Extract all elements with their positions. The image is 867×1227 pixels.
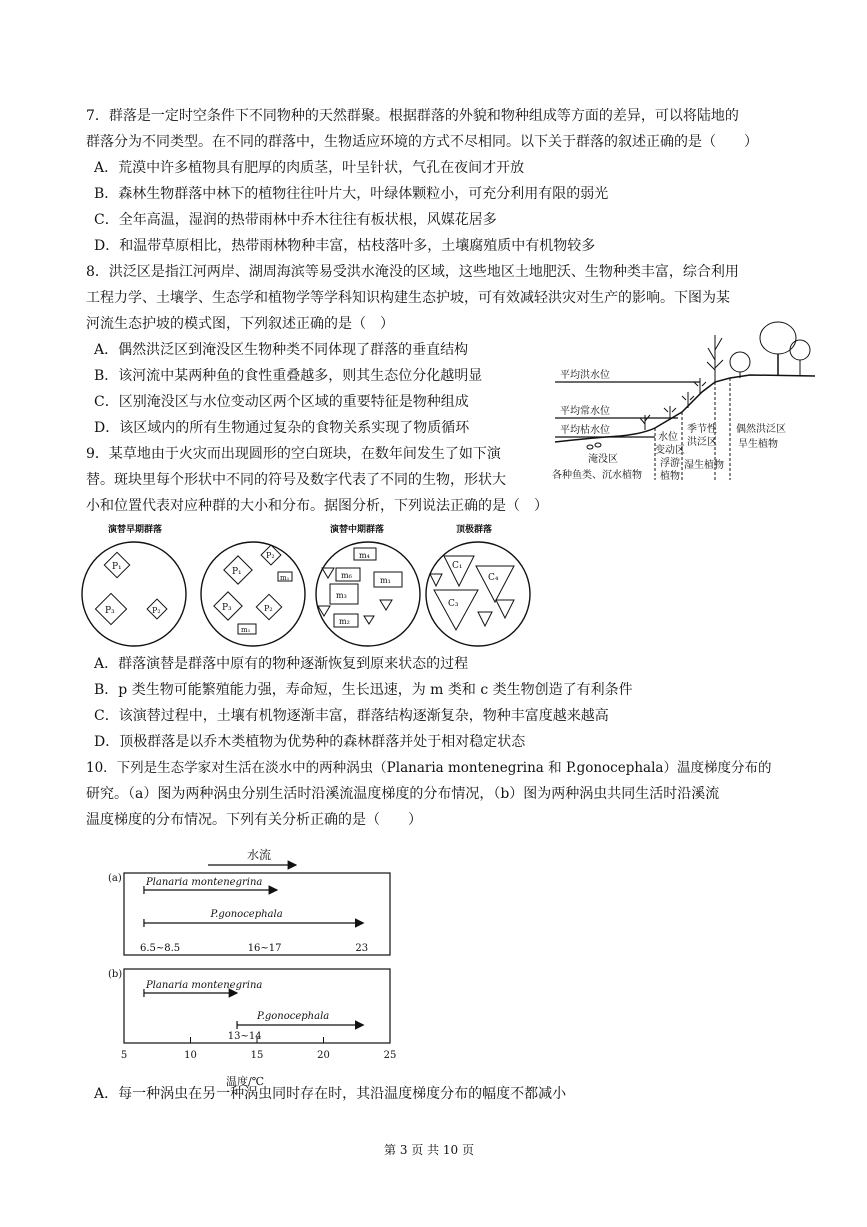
svg-text:P₁: P₁ [112, 562, 122, 572]
q7-option-b: B．森林生物群落中林下的植物往往叶片大，叶绿体颗粒小，可充分利用有限的弱光 [94, 186, 609, 202]
q8-stem-line2: 工程力学、土壤学、生态学和植物学等学科知识构建生态护坡，可有效减轻洪灾对生产的影响。下图为某 [86, 290, 730, 306]
flatworm-temperature-chart [100, 845, 420, 1090]
x-tick-label: 20 [317, 1050, 330, 1061]
svg-text:m₁: m₁ [280, 574, 290, 582]
fluct-zone-label-1: 水位 [658, 432, 678, 443]
q8-stem-line1: 8．洪泛区是指江河两岸、湖周海滨等易受洪水淹没的区域，这些地区土地肥沃、生物种类丰富，综合利用 [86, 264, 739, 280]
seasonal-zone-label-1: 季节性 [687, 424, 717, 435]
normal-level-label: 平均常水位 [560, 406, 610, 417]
tree-icon [760, 322, 796, 354]
svg-text:C₄: C₄ [488, 573, 499, 583]
occasional-zone-label: 偶然洪泛区 [736, 424, 786, 435]
occasional-zone-biota: 旱生植物 [738, 439, 778, 450]
mid-community-circle [316, 542, 420, 646]
panel-a-range-label: 23 [355, 943, 369, 954]
panel-a-montenegrina-label: Planaria montenegrina [145, 877, 263, 888]
q10-option-a: A．每一种涡虫在另一种涡虫同时存在时，其沿温度梯度分布的幅度不都减小 [94, 1086, 567, 1102]
x-axis-label: 温度/℃ [226, 1075, 265, 1088]
svg-text:m₆: m₆ [341, 571, 352, 580]
q7-stem-line2: 群落分为不同类型。在不同的群落中，生物适应环境的方式不尽相同。以下关于群落的叙述正确的是（ ） [86, 134, 758, 150]
q7-stem-line1: 7．群落是一定时空条件下不同物种的天然群聚。根据群落的外貌和物种组成等方面的差异，可以将陆地的 [86, 108, 739, 124]
svg-text:P₂: P₂ [266, 551, 275, 560]
q9-stem-line3: 小和位置代表对应种群的大小和分布。据图分析，下列说法正确的是（ ） [86, 498, 548, 514]
reed-icon [707, 335, 723, 382]
panel-b-gonocephala-label: P.gonocephala [257, 1011, 330, 1022]
wet-plant-icon [682, 392, 694, 408]
fish-icon [587, 445, 593, 449]
panel-a-range-label: 16~17 [247, 943, 282, 954]
climax-community-circle [426, 542, 530, 646]
water-flow-label: 水流 [247, 848, 272, 862]
q7-option-a: A．荒漠中许多植物具有肥厚的肉质茎，叶呈针状，气孔在夜间才开放 [94, 160, 525, 176]
q10-stem-line3: 温度梯度的分布情况。下列有关分析正确的是（ ） [86, 812, 422, 828]
stage-early-label: 演替早期群落 [108, 525, 163, 535]
panel-b-montenegrina-label: Planaria montenegrina [145, 980, 263, 991]
river-slope-figure [550, 320, 820, 490]
x-tick-label: 15 [250, 1050, 264, 1061]
svg-text:P₁: P₁ [232, 567, 242, 577]
svg-text:m₄: m₄ [359, 551, 370, 560]
early-community-circle [82, 542, 186, 646]
q8-option-b: B．该河流中某两种鱼的食性重叠越多，则其生态位分化越明显 [94, 368, 483, 384]
submerged-zone-biota: 各种鱼类、沉水植物 [552, 470, 642, 481]
fluct-zone-biota-1: 浮游 [660, 458, 680, 469]
shrub-icon [730, 352, 750, 372]
fish-icon [595, 443, 601, 447]
panel-a-tag: (a) [108, 873, 122, 884]
q9-option-a: A．群落演替是群落中原有的物种逐渐恢复到原来状态的过程 [94, 656, 469, 672]
svg-text:m₃: m₃ [336, 591, 347, 600]
panel-b-range-label: 13~14 [227, 1031, 262, 1042]
q10-stem-line1: 10．下列是生态学家对生活在淡水中的两种涡虫（Planaria montenegrina 和 P.gonocephala）温度梯度分布的 [86, 760, 772, 776]
q9-option-c: C．该演替过程中，土壤有机物逐渐丰富，群落结构逐渐复杂，物种丰富度越来越高 [94, 708, 609, 724]
page-footer: 第 3 页 共 10 页 [384, 1143, 474, 1157]
stage-mid-label: 演替中期群落 [330, 525, 385, 535]
svg-text:m₂: m₂ [339, 617, 350, 626]
dry-level-label: 平均枯水位 [560, 425, 610, 436]
q9-stem-line1: 9．某草地由于火灾而出现圆形的空白斑块，在数年间发生了如下演 [86, 446, 501, 462]
panel-a-range-label: 6.5~8.5 [139, 943, 181, 954]
svg-text:P₃: P₃ [222, 603, 232, 613]
q10-stem-line2: 研究。（a）图为两种涡虫分别生活时沿溪流温度梯度的分布情况，（b）图为两种涡虫共同生活时沿溪流 [86, 786, 720, 802]
panel-b-tag: (b) [108, 969, 123, 980]
q8-option-d: D．该区域内的所有生物通过复杂的食物关系实现了物质循环 [94, 420, 470, 436]
q8-option-c: C．区别淹没区与水位变动区两个区域的重要特征是物种组成 [94, 394, 469, 410]
svg-text:P₂: P₂ [152, 606, 161, 615]
aquatic-plant-icon [640, 415, 650, 430]
fluct-zone-biota-2: 植物 [660, 471, 680, 482]
q9-option-d: D．顶极群落是以乔木类植物为优势种的森林群落并处于相对稳定状态 [94, 734, 526, 750]
q9-stem-line2: 替。斑块里每个形状中不同的符号及数字代表了不同的生物，形状大 [86, 472, 506, 488]
early-community-circle-2 [201, 542, 305, 646]
seasonal-zone-label-2: 洪泛区 [687, 437, 717, 448]
q7-option-d: D．和温带草原相比，热带雨林物种丰富，枯枝落叶多，土壤腐殖质中有机物较多 [94, 238, 596, 254]
svg-text:m₁: m₁ [380, 576, 391, 585]
q9-option-b: B．p 类生物可能繁殖能力强，寿命短，生长迅速，为 m 类和 c 类生物创造了有利条件 [94, 682, 633, 698]
flood-level-label: 平均洪水位 [560, 370, 610, 381]
x-tick-label: 10 [184, 1050, 197, 1061]
q7-option-c: C．全年高温，湿润的热带雨林中乔木往往有板状根，风媒花居多 [94, 212, 497, 228]
stage-climax-label: 顶极群落 [456, 525, 493, 535]
q8-option-a: A．偶然洪泛区到淹没区生物种类不同体现了群落的垂直结构 [94, 342, 469, 358]
tree-icon [790, 340, 810, 360]
svg-text:m₁: m₁ [241, 626, 251, 634]
svg-text:C₃: C₃ [448, 599, 459, 609]
q8-stem-line3: 河流生态护坡的模式图，下列叙述正确的是（ ） [86, 316, 394, 332]
submerged-zone-label: 淹没区 [588, 454, 618, 465]
svg-text:P₃: P₃ [105, 606, 115, 616]
wet-plant-icon [694, 378, 706, 394]
x-tick-label: 25 [383, 1050, 397, 1061]
succession-figure [78, 520, 548, 650]
panel-a-gonocephala-label: P.gonocephala [210, 909, 283, 920]
svg-text:P₂: P₂ [264, 604, 273, 613]
x-tick-label: 5 [120, 1050, 128, 1061]
seasonal-zone-biota: 湿生植物 [684, 460, 724, 471]
fluct-zone-label-2: 变动区 [655, 445, 685, 456]
svg-text:C₁: C₁ [452, 561, 463, 571]
